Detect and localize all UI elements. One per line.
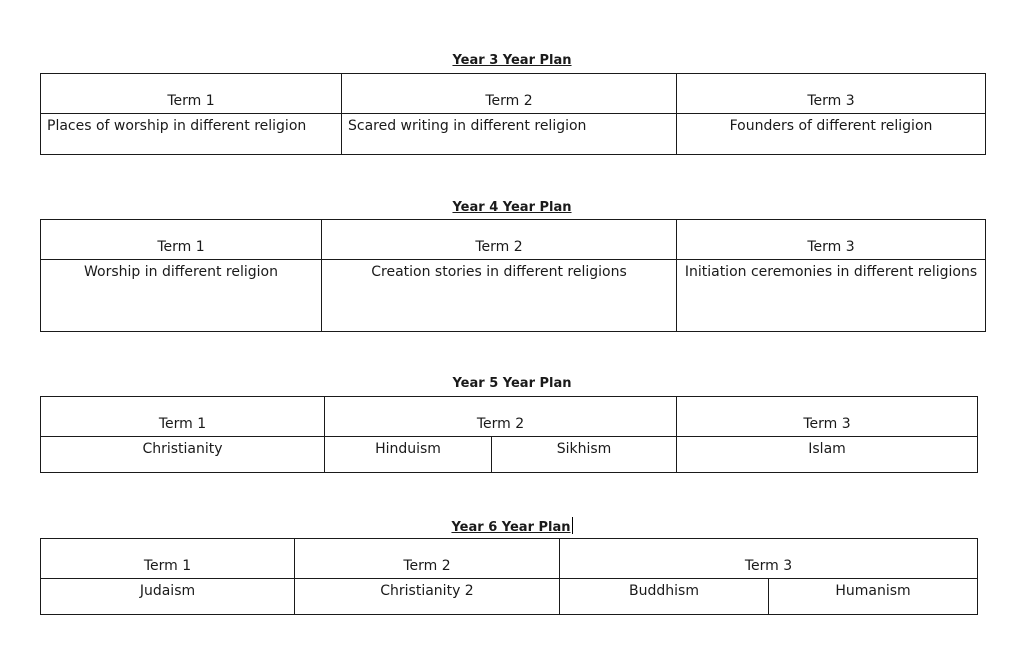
year3-plan-table	[40, 73, 986, 155]
year4-plan-table	[40, 219, 986, 332]
year3-title: Year 3 Year Plan	[452, 53, 572, 68]
year3-term1-cell[interactable]: Places of worship in different religion	[41, 114, 342, 155]
year4-term2-header[interactable]: Term 2	[322, 220, 677, 260]
year6-plan-table	[40, 538, 978, 615]
year4-term2-cell[interactable]: Creation stories in different religions	[322, 260, 677, 332]
year4-term1-header[interactable]: Term 1	[41, 220, 322, 260]
year5-term1-cell[interactable]: Christianity	[41, 437, 325, 473]
year6-title-text: Year 6 Year Plan	[451, 520, 571, 535]
year3-term1-header[interactable]: Term 1	[41, 74, 342, 114]
year6-term2-header[interactable]: Term 2	[295, 539, 560, 579]
text-cursor	[572, 517, 573, 534]
year6-term1-header[interactable]: Term 1	[41, 539, 295, 579]
year6-term3b-cell[interactable]: Humanism	[769, 579, 978, 615]
year3-term3-cell[interactable]: Founders of different religion	[677, 114, 986, 155]
year3-term2-header[interactable]: Term 2	[342, 74, 677, 114]
year6-term3-header[interactable]: Term 3	[560, 539, 978, 579]
year3-term2-cell[interactable]: Scared writing in different religion	[342, 114, 677, 155]
year4-title: Year 4 Year Plan	[452, 200, 572, 215]
year6-title[interactable]	[0, 517, 1024, 536]
year6-term1-cell[interactable]: Judaism	[41, 579, 295, 615]
year4-term1-cell[interactable]: Worship in different religion	[41, 260, 322, 332]
year4-term3-cell[interactable]: Initiation ceremonies in different religions	[677, 260, 986, 332]
year4-term3-header[interactable]: Term 3	[677, 220, 986, 260]
year5-plan-table	[40, 396, 978, 473]
year5-title: Year 5 Year Plan	[452, 376, 572, 391]
year5-term3-header[interactable]: Term 3	[677, 397, 978, 437]
year3-term3-header[interactable]: Term 3	[677, 74, 986, 114]
year5-term1-header[interactable]: Term 1	[41, 397, 325, 437]
year6-term2-cell[interactable]: Christianity 2	[295, 579, 560, 615]
year5-term2b-cell[interactable]: Sikhism	[492, 437, 677, 473]
year5-term2a-cell[interactable]: Hinduism	[325, 437, 492, 473]
year5-term3-cell[interactable]: Islam	[677, 437, 978, 473]
year6-term3a-cell[interactable]: Buddhism	[560, 579, 769, 615]
year5-term2-header[interactable]: Term 2	[325, 397, 677, 437]
